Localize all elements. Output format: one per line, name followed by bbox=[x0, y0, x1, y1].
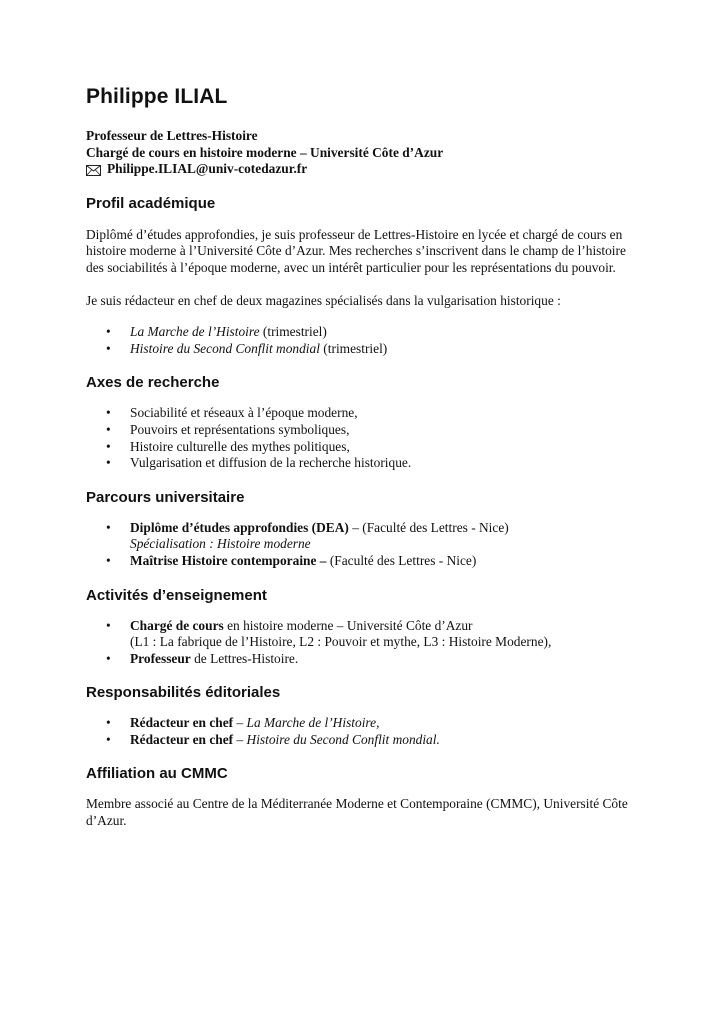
degree-dea-institution: – (Faculté des Lettres - Nice) bbox=[348, 519, 509, 535]
list-item bbox=[86, 732, 646, 749]
role-professeur: Professeur bbox=[130, 650, 191, 666]
editoriales-list bbox=[86, 715, 646, 748]
heading-affiliation: Affiliation au CMMC bbox=[86, 765, 228, 783]
profil-paragraph-2: Je suis rédacteur en chef de deux magazines spécialisés dans la vulgarisation historique : bbox=[86, 292, 561, 308]
heading-axes: Axes de recherche bbox=[86, 374, 220, 392]
editor-role: Rédacteur en chef bbox=[130, 731, 234, 747]
degree-maitrise: Maîtrise Histoire contemporaine – bbox=[130, 552, 327, 568]
role-professeur-detail: de Lettres-Histoire. bbox=[190, 650, 299, 666]
list-item bbox=[86, 324, 646, 341]
magazines-list bbox=[86, 324, 646, 357]
degree-dea-specialisation: Spécialisation : Histoire moderne bbox=[130, 536, 311, 552]
role-charge-de-cours: Chargé de cours bbox=[130, 617, 224, 633]
magazine-frequency: (trimestriel) bbox=[259, 324, 327, 340]
editor-separator: – bbox=[233, 715, 247, 731]
list-item bbox=[86, 618, 646, 651]
profil-paragraph-1: Diplômé d’études approfondies, je suis professeur de Lettres-Histoire en lycée et chargé de cours en histoire moderne à l’Université Côte d’Azur. Mes recherches s’inscrivent dans le champ de l’histoire des sociabilités à l’époque moderne, avec un intérêt particulier pour les représentations du pouvoir. bbox=[86, 226, 626, 275]
heading-enseignement: Activités d’enseignement bbox=[86, 586, 267, 604]
envelope-icon bbox=[86, 164, 101, 175]
enseignement-list bbox=[86, 618, 646, 668]
position-block bbox=[86, 128, 646, 178]
list-item bbox=[86, 715, 646, 732]
list-item: • Vulgarisation et diffusion de la recherche historique. bbox=[86, 455, 646, 472]
person-name: Philippe ILIAL bbox=[86, 85, 228, 108]
list-item: • Sociabilité et réseaux à l’époque moderne, bbox=[86, 405, 646, 422]
list-item bbox=[86, 520, 646, 553]
editor-magazine: La Marche de l’Histoire, bbox=[246, 715, 380, 731]
list-item bbox=[86, 651, 646, 668]
magazine-frequency: (trimestriel) bbox=[319, 340, 388, 356]
email-line bbox=[86, 161, 646, 178]
cv-page bbox=[86, 84, 646, 830]
editor-magazine: Histoire du Second Conflit mondial. bbox=[246, 731, 440, 747]
magazine-title: La Marche de l’Histoire bbox=[130, 324, 260, 340]
heading-parcours: Parcours universitaire bbox=[86, 488, 245, 506]
list-item: • Pouvoirs et représentations symboliques, bbox=[86, 422, 646, 439]
list-item bbox=[86, 553, 646, 570]
degree-dea: Diplôme d’études approfondies (DEA) bbox=[130, 519, 349, 535]
position-title: Professeur de Lettres-Histoire bbox=[86, 128, 258, 143]
editor-role: Rédacteur en chef bbox=[130, 715, 234, 731]
position-lecturer: Chargé de cours en histoire moderne – Université Côte d’Azur bbox=[86, 144, 444, 160]
magazine-title: Histoire du Second Conflit mondial bbox=[130, 340, 320, 356]
list-item: • Histoire culturelle des mythes politiques, bbox=[86, 439, 646, 456]
heading-profil: Profil académique bbox=[86, 194, 216, 212]
editor-separator: – bbox=[233, 731, 247, 747]
email-link[interactable]: Philippe.ILIAL@univ-cotedazur.fr bbox=[107, 161, 308, 177]
axes-list bbox=[86, 405, 646, 471]
parcours-list bbox=[86, 520, 646, 570]
heading-editoriales: Responsabilités éditoriales bbox=[86, 684, 281, 702]
degree-maitrise-institution: (Faculté des Lettres - Nice) bbox=[326, 552, 477, 568]
role-charge-de-cours-detail: en histoire moderne – Université Côte d’Azur bbox=[223, 617, 473, 633]
list-item bbox=[86, 341, 646, 358]
affiliation-paragraph: Membre associé au Centre de la Méditerranée Moderne et Contemporaine (CMMC), Université Côte d’Azur. bbox=[86, 796, 628, 829]
role-charge-de-cours-courses: (L1 : La fabrique de l’Histoire, L2 : Pouvoir et mythe, L3 : Histoire Moderne), bbox=[130, 634, 552, 650]
